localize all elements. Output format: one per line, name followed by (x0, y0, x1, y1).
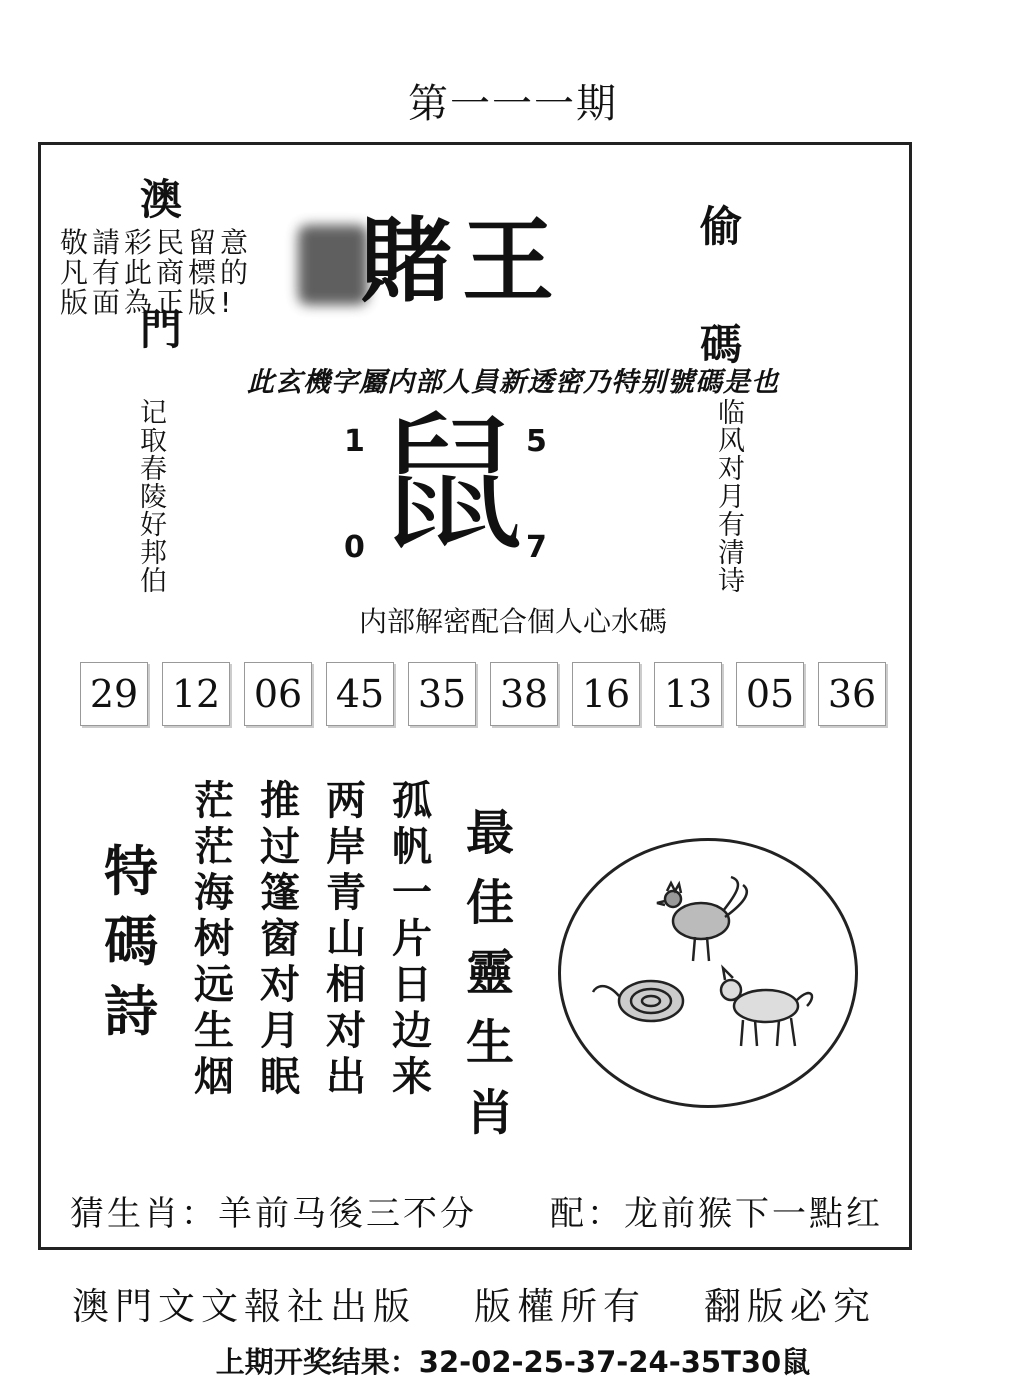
poem-label-char: 碼 (104, 909, 158, 973)
number-box: 38 (490, 662, 558, 726)
poem-char: 临 (718, 398, 745, 429)
poem-char: 春 (140, 454, 167, 485)
poem-char: 相 (326, 962, 366, 1008)
zodiac-character: 鼠 (375, 398, 526, 572)
number-box: 45 (326, 662, 394, 726)
logo-smudge (298, 225, 368, 305)
best-label-char: 肖 (466, 1085, 515, 1141)
poem-char: 伯 (140, 566, 167, 597)
notice-line: 凡有此商標的 (60, 256, 253, 289)
poem-char: 海 (194, 870, 234, 916)
slogan: 此玄機字屬内部人員新透密乃特别號碼是也 (247, 367, 779, 398)
poem-char: 推 (260, 778, 300, 824)
authenticity-notice (60, 228, 252, 318)
poem-char: 树 (194, 916, 234, 962)
poem-char: 清 (718, 538, 745, 569)
poem-char: 来 (392, 1054, 432, 1100)
poem-char: 月 (718, 482, 745, 513)
number-row (80, 662, 886, 726)
poem-char: 茫 (194, 778, 234, 824)
poem-char: 孤 (392, 778, 432, 824)
number-box: 06 (244, 662, 312, 726)
footer (72, 1276, 876, 1330)
poem-char: 出 (326, 1054, 366, 1100)
poem-char: 对 (326, 1008, 366, 1054)
poem-char: 好 (140, 510, 167, 541)
poem-column (326, 778, 366, 1100)
poem-char: 片 (392, 916, 432, 962)
poem-char: 青 (326, 870, 366, 916)
digit-top-right: 5 (526, 424, 547, 459)
poem-char: 记 (140, 398, 167, 429)
issue-number: 第一一一期 (408, 81, 618, 127)
poem-char: 日 (392, 962, 432, 1008)
poem-char: 岸 (326, 824, 366, 870)
poem-char: 生 (194, 1008, 234, 1054)
poem-char: 茫 (194, 824, 234, 870)
caption: 内部解密配合個人心水碼 (358, 605, 667, 638)
poem-char: 对 (718, 454, 745, 485)
dog-icon (721, 968, 812, 1046)
right-poem (718, 400, 745, 596)
notice-line: 版面為正版! (60, 286, 236, 319)
poem-char: 窗 (260, 916, 300, 962)
rooster-icon (657, 877, 747, 961)
poem-char: 山 (326, 916, 366, 962)
best-label-char: 最 (466, 805, 515, 861)
digit-bottom-right: 7 (526, 530, 547, 565)
poem-label-char: 特 (104, 839, 158, 903)
left-title-char: 澳 (140, 175, 183, 224)
guess-zodiac: 猜生肖：羊前马後三不分 (70, 1194, 477, 1234)
poem-char: 烟 (194, 1054, 234, 1100)
poem-char: 远 (194, 962, 234, 1008)
poem-label (104, 836, 158, 1046)
digit-top-left: 1 (344, 424, 365, 459)
digit-bottom-left: 0 (344, 530, 365, 565)
copyright: 版權所有 (474, 1285, 646, 1328)
snake-icon (593, 981, 683, 1021)
zodiac-circle (558, 838, 858, 1108)
left-poem (140, 400, 167, 596)
poem-label-char: 詩 (104, 979, 158, 1043)
best-zodiac-label (466, 798, 514, 1148)
number-box: 36 (818, 662, 886, 726)
poem-char: 风 (718, 426, 745, 457)
last-result: 上期开奖结果：32-02-25-37-24-35T30鼠 (215, 1345, 811, 1379)
left-title-char: 門 (140, 305, 183, 354)
notice-line: 敬請彩民留意 (60, 226, 253, 259)
poem-char: 邦 (140, 538, 167, 569)
poem-char: 对 (260, 962, 300, 1008)
poem-char: 取 (140, 426, 167, 457)
poem-char: 两 (326, 778, 366, 824)
poem-char: 诗 (718, 566, 745, 597)
number-box: 35 (408, 662, 476, 726)
zodiac-illustrations (561, 841, 855, 1105)
number-box: 13 (654, 662, 722, 726)
piracy-warning: 翻版必究 (704, 1285, 876, 1328)
best-label-char: 靈 (466, 945, 515, 1001)
pairing-hint: 配：龙前猴下一點红 (550, 1194, 883, 1234)
best-label-char: 佳 (466, 875, 515, 931)
poem-column (260, 778, 300, 1100)
poem-char: 边 (392, 1008, 432, 1054)
number-box: 12 (162, 662, 230, 726)
number-box: 29 (80, 662, 148, 726)
poem-column (194, 778, 234, 1100)
poem-char: 篷 (260, 870, 300, 916)
poem-char: 有 (718, 510, 745, 541)
poem-char: 陵 (140, 482, 167, 513)
best-label-char: 生 (466, 1015, 515, 1071)
number-box: 16 (572, 662, 640, 726)
poem-char: 月 (260, 1008, 300, 1054)
poem-char: 过 (260, 824, 300, 870)
page-title: 賭王 (360, 208, 565, 315)
number-box: 05 (736, 662, 804, 726)
poem-char: 眠 (260, 1054, 300, 1100)
poem-column (392, 778, 432, 1100)
right-title-char: 碼 (700, 320, 743, 369)
poem-char: 一 (392, 870, 432, 916)
right-title-char: 偷 (700, 202, 743, 251)
publisher: 澳門文文報社出版 (72, 1285, 416, 1328)
poem-char: 帆 (392, 824, 432, 870)
